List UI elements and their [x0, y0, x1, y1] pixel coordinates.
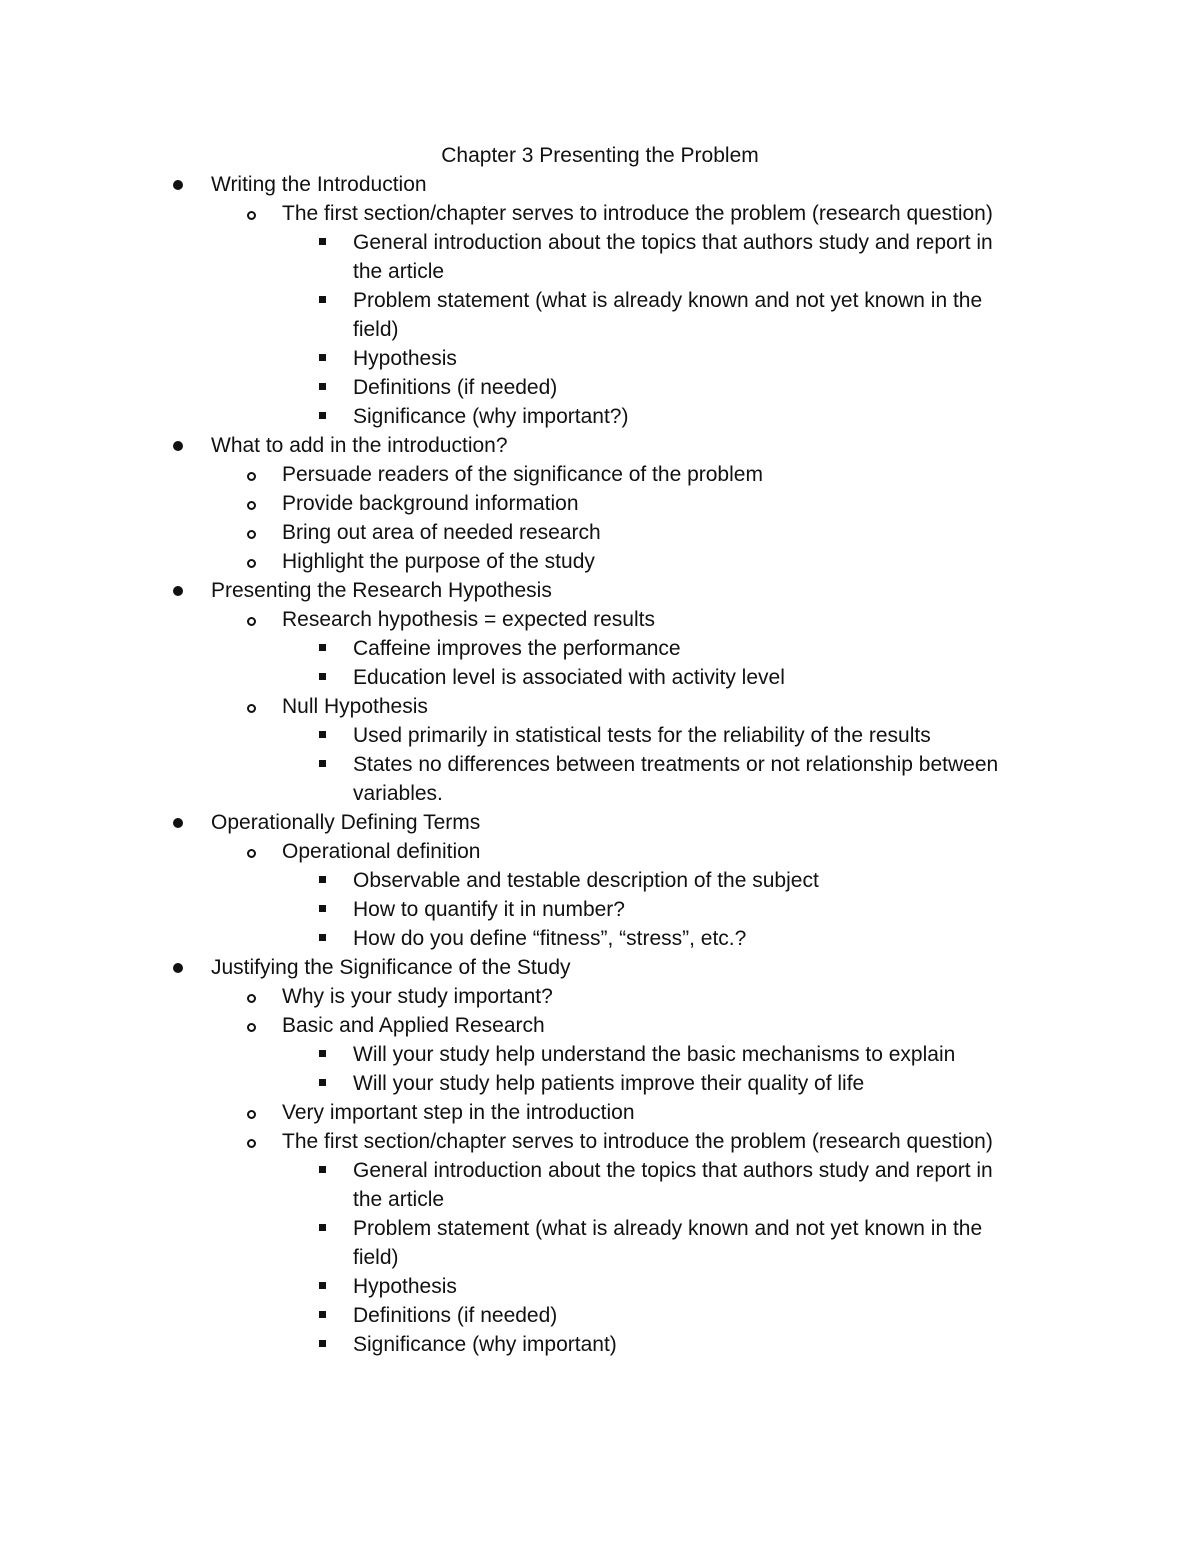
list-item-text: Why is your study important?	[282, 985, 553, 1008]
circle-bullet-icon	[247, 837, 256, 858]
square-bullet-icon	[319, 634, 326, 651]
sub-list-item	[0, 634, 1200, 663]
sub-list-item	[0, 866, 1200, 895]
circle-bullet-icon	[247, 1127, 256, 1148]
section-heading-text: Writing the Introduction	[211, 173, 427, 196]
square-bullet-icon	[319, 1156, 326, 1173]
list-item-text: Bring out area of needed research	[282, 521, 601, 544]
square-bullet-icon	[319, 228, 326, 245]
square-bullet-icon	[319, 286, 326, 303]
list-item-text: The first section/chapter serves to introduce the problem (research question)	[282, 202, 993, 225]
sub-list-item	[0, 344, 1200, 373]
page-title: Chapter 3 Presenting the Problem	[441, 144, 759, 167]
disc-bullet-icon	[173, 576, 183, 596]
sub-list-item	[0, 721, 1200, 750]
section-heading	[0, 576, 1200, 605]
list-item	[0, 547, 1200, 576]
list-item	[0, 982, 1200, 1011]
sub-list-item-text: General introduction about the topics that authors study and report in	[353, 1159, 993, 1182]
list-item	[0, 1011, 1200, 1040]
sub-list-item	[0, 228, 1200, 257]
circle-bullet-icon	[247, 547, 256, 568]
circle-bullet-icon	[247, 692, 256, 713]
sub-list-item-text: Will your study help understand the basic mechanisms to explain	[353, 1043, 956, 1066]
outline-list	[0, 170, 1200, 1359]
sub-list-item-continuation: the article	[353, 1188, 445, 1211]
list-item-text: Very important step in the introduction	[282, 1101, 635, 1124]
sub-list-item-continuation: field)	[353, 1246, 399, 1269]
circle-bullet-icon	[247, 605, 256, 626]
circle-bullet-icon	[247, 460, 256, 481]
circle-bullet-icon	[247, 982, 256, 1003]
list-item-text: Highlight the purpose of the study	[282, 550, 595, 573]
square-bullet-icon	[319, 721, 326, 738]
sub-list-item	[0, 750, 1200, 779]
section-heading-text: Justifying the Significance of the Study	[211, 956, 571, 979]
list-item	[0, 1127, 1200, 1156]
sub-list-item-text: Problem statement (what is already known and not yet known in the	[353, 1217, 983, 1240]
sub-list-item-text: Hypothesis	[353, 1275, 457, 1298]
sub-list-item-text: Significance (why important)	[353, 1333, 617, 1356]
section-heading	[0, 808, 1200, 837]
list-item-text: Persuade readers of the significance of the problem	[282, 463, 763, 486]
circle-bullet-icon	[247, 1098, 256, 1119]
sub-list-item-text: Caffeine improves the performance	[353, 637, 681, 660]
section-heading-text: Operationally Defining Terms	[211, 811, 481, 834]
list-item	[0, 605, 1200, 634]
sub-list-item-text: Definitions (if needed)	[353, 1304, 558, 1327]
disc-bullet-icon	[173, 170, 183, 190]
square-bullet-icon	[319, 750, 326, 767]
sub-list-item	[0, 1330, 1200, 1359]
list-item	[0, 837, 1200, 866]
sub-list-item-text: Significance (why important?)	[353, 405, 629, 428]
sub-list-item	[0, 1156, 1200, 1185]
list-item	[0, 1098, 1200, 1127]
sub-list-item-text: Used primarily in statistical tests for the reliability of the results	[353, 724, 931, 747]
list-item	[0, 518, 1200, 547]
square-bullet-icon	[319, 895, 326, 912]
list-item-text: Null Hypothesis	[282, 695, 428, 718]
section-heading-text: What to add in the introduction?	[211, 434, 508, 457]
section-heading	[0, 953, 1200, 982]
sub-list-item	[0, 1040, 1200, 1069]
list-item-text: The first section/chapter serves to introduce the problem (research question)	[282, 1130, 993, 1153]
section-heading	[0, 170, 1200, 199]
list-item	[0, 460, 1200, 489]
sub-list-item-text: Observable and testable description of the subject	[353, 869, 819, 892]
list-item	[0, 692, 1200, 721]
square-bullet-icon	[319, 402, 326, 419]
sub-list-item-text: Hypothesis	[353, 347, 457, 370]
square-bullet-icon	[319, 1301, 326, 1318]
sub-list-item-continuation: field)	[353, 318, 399, 341]
sub-list-item-text: Definitions (if needed)	[353, 376, 558, 399]
square-bullet-icon	[319, 1272, 326, 1289]
section-heading-text: Presenting the Research Hypothesis	[211, 579, 552, 602]
sub-list-item	[0, 373, 1200, 402]
list-item-text: Provide background information	[282, 492, 579, 515]
square-bullet-icon	[319, 1214, 326, 1231]
circle-bullet-icon	[247, 518, 256, 539]
sub-list-item	[0, 1214, 1200, 1243]
square-bullet-icon	[319, 344, 326, 361]
sub-list-item	[0, 286, 1200, 315]
square-bullet-icon	[319, 1069, 326, 1086]
list-item-text: Operational definition	[282, 840, 481, 863]
section-heading	[0, 431, 1200, 460]
square-bullet-icon	[319, 924, 326, 941]
sub-list-item	[0, 663, 1200, 692]
sub-list-item-text: How to quantify it in number?	[353, 898, 625, 921]
sub-list-item	[0, 895, 1200, 924]
sub-list-item-text: How do you define “fitness”, “stress”, etc.?	[353, 927, 747, 950]
square-bullet-icon	[319, 663, 326, 680]
sub-list-item-text: General introduction about the topics that authors study and report in	[353, 231, 993, 254]
sub-list-item-text: Problem statement (what is already known and not yet known in the	[353, 289, 983, 312]
sub-list-item-text: Will your study help patients improve their quality of life	[353, 1072, 865, 1095]
list-item	[0, 489, 1200, 518]
disc-bullet-icon	[173, 953, 183, 973]
list-item-text: Basic and Applied Research	[282, 1014, 545, 1037]
list-item	[0, 199, 1200, 228]
square-bullet-icon	[319, 373, 326, 390]
square-bullet-icon	[319, 866, 326, 883]
sub-list-item-continuation: the article	[353, 260, 445, 283]
circle-bullet-icon	[247, 489, 256, 510]
circle-bullet-icon	[247, 1011, 256, 1032]
sub-list-item	[0, 402, 1200, 431]
sub-list-item-text: Education level is associated with activity level	[353, 666, 785, 689]
sub-list-item	[0, 1069, 1200, 1098]
disc-bullet-icon	[173, 808, 183, 828]
square-bullet-icon	[319, 1330, 326, 1347]
disc-bullet-icon	[173, 431, 183, 451]
circle-bullet-icon	[247, 199, 256, 220]
sub-list-item-continuation: variables.	[353, 782, 443, 805]
square-bullet-icon	[319, 1040, 326, 1057]
list-item-text: Research hypothesis = expected results	[282, 608, 655, 631]
sub-list-item	[0, 1301, 1200, 1330]
sub-list-item	[0, 1272, 1200, 1301]
sub-list-item-text: States no differences between treatments or not relationship between	[353, 753, 999, 776]
sub-list-item	[0, 924, 1200, 953]
